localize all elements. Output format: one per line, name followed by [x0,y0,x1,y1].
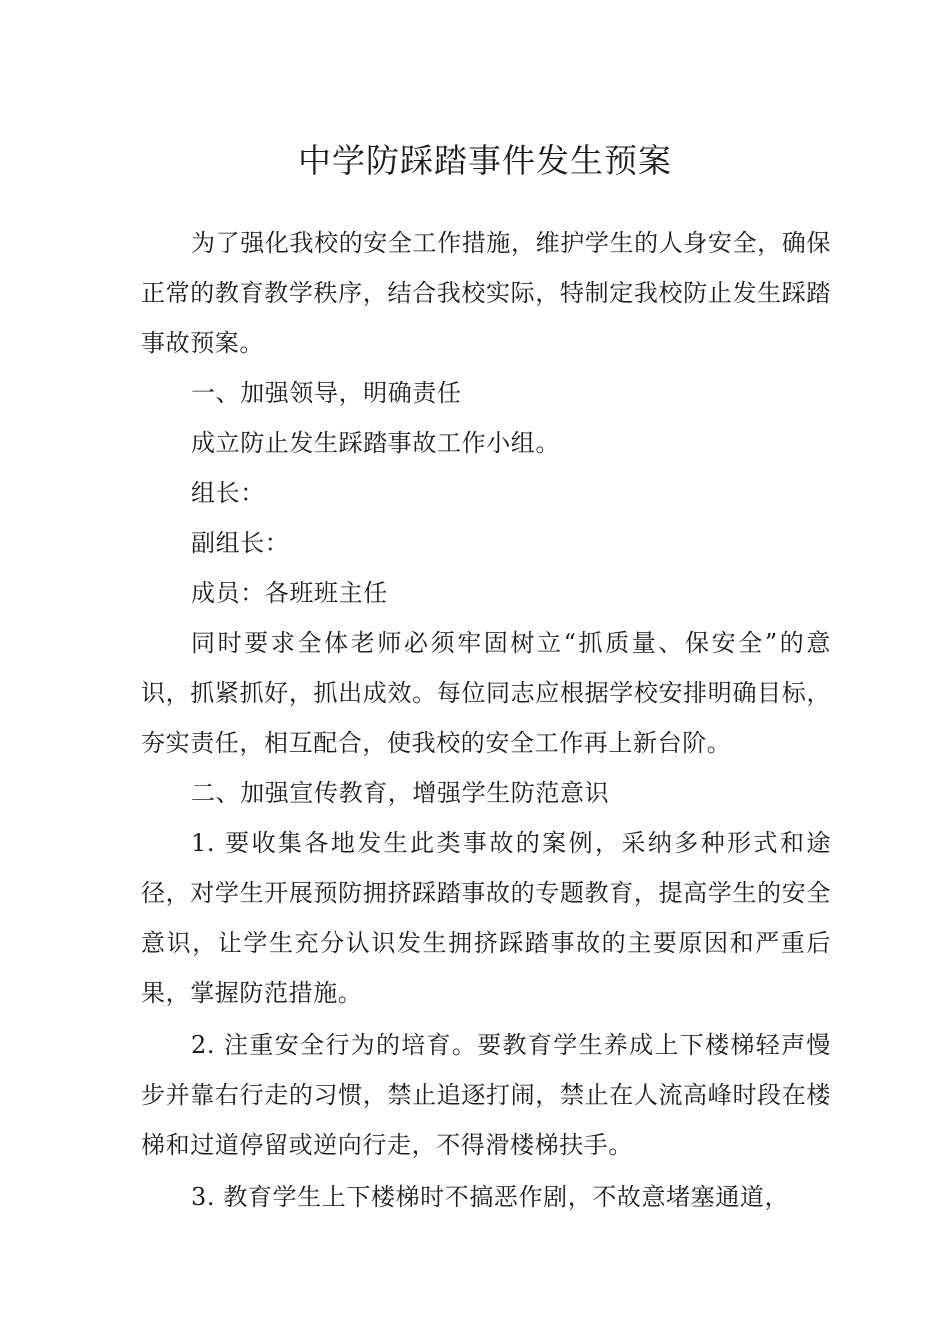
paragraph-members: 成员：各班班主任 [191,579,388,607]
list-item-3: 3. 教育学生上下楼梯时不搞恶作剧，不故意堵塞通道， [191,1183,790,1211]
list-item-2: 2. 注重安全行为的培育。要教育学生养成上下楼梯轻声慢步并靠右行走的习惯，禁止追逐打闹，禁止在人流高峰时段在楼梯和过道停留或逆向行走，不得滑楼梯扶手。 [141,1031,831,1159]
paragraph-responsibility: 同时要求全体老师必须牢固树立“抓质量、保安全”的意识，抓紧抓好，抓出成效。每位同志应根据学校安排明确目标，夯实责任，相互配合，使我校的安全工作再上新台阶。 [141,629,831,757]
paragraph-group: 成立防止发生踩踏事故工作小组。 [191,429,560,457]
list-item-1: 1. 要收集各地发生此类事故的案例，采纳多种形式和途径，对学生开展预防拥挤踩踏事故的专题教育，提高学生的安全意识，让学生充分认识发生拥挤踩踏事故的主要原因和严重后果，掌握防范措施。 [141,829,831,1007]
document-title: 中学防踩踏事件发生预案 [298,141,672,180]
paragraph-leader: 组长： [191,479,265,507]
paragraph-deputy-leader: 副组长： [191,529,290,557]
section-heading-2: 二、加强宣传教育，增强学生防范意识 [191,779,610,807]
document-body [141,218,831,1222]
section-heading-1: 一、加强领导，明确责任 [191,379,462,407]
paragraph-intro: 为了强化我校的安全工作措施，维护学生的人身安全，确保正常的教育教学秩序，结合我校实际，特制定我校防止发生踩踏事故预案。 [141,229,831,357]
